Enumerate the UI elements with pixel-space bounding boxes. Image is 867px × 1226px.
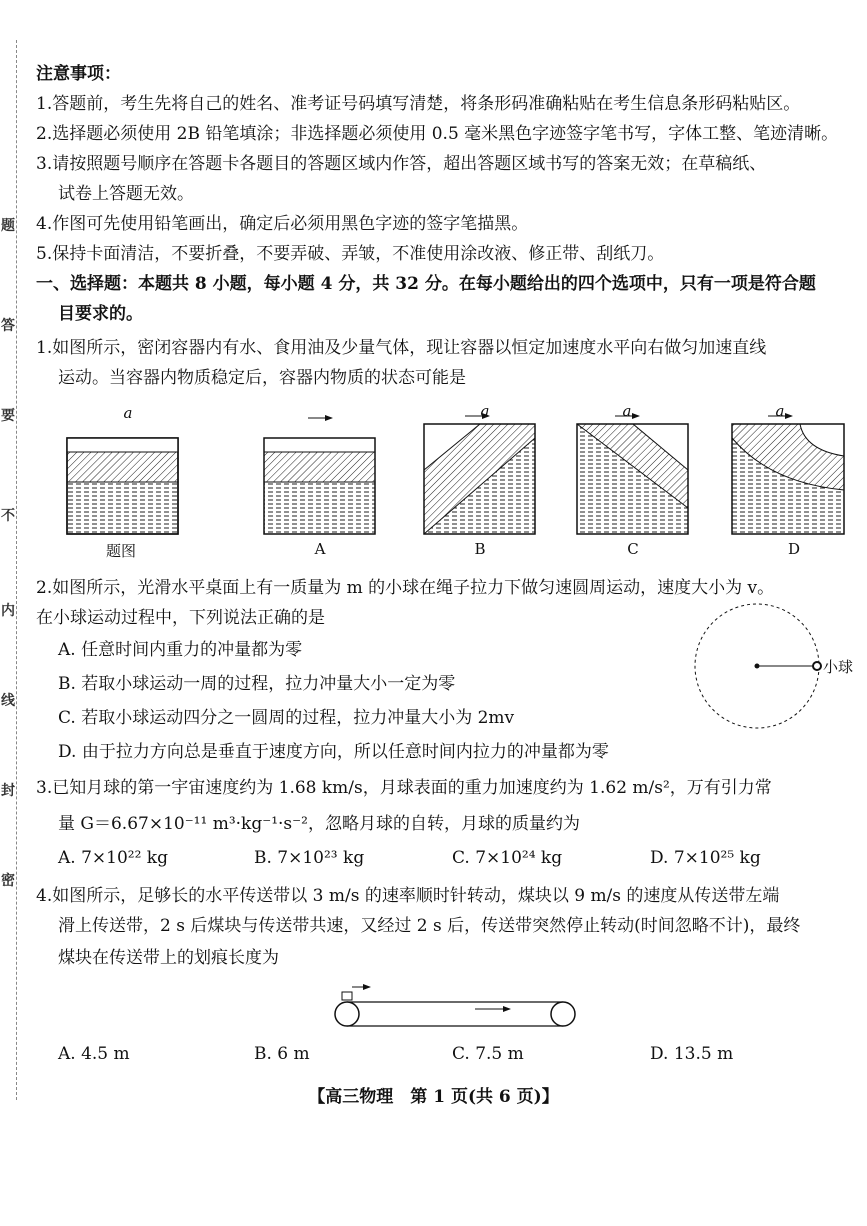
note-item: 试卷上答题无效。 [58, 184, 194, 204]
q3-option-a: A. 7×10²² kg [58, 848, 168, 868]
question-3-cont: 量 G＝6.67×10⁻¹¹ m³·kg⁻¹·s⁻²，忽略月球的自转，月球的质量约为 [58, 814, 580, 834]
binding-margin [0, 40, 17, 1100]
q4-option-d: D. 13.5 m [650, 1044, 734, 1064]
margin-char: 密 [1, 873, 15, 889]
note-item: 1.答题前，考生先将自己的姓名、准考证号码填写清楚，将条形码准确粘贴在考生信息条形码粘贴区。 [36, 94, 801, 114]
margin-char: 要 [1, 408, 15, 424]
question-4-cont: 煤块在传送带上的划痕长度为 [58, 948, 279, 968]
accel-label-c: a [622, 402, 632, 420]
figure-label: B [474, 540, 486, 558]
note-item: 3.请按照题号顺序在答题卡各题目的答题区域内作答，超出答题区域书写的答案无效；在草稿纸、 [36, 154, 767, 174]
container-option-a [264, 418, 375, 534]
margin-char: 不 [1, 508, 15, 524]
conveyor-belt-figure [330, 982, 580, 1032]
figure-label: C [627, 540, 639, 558]
accel-label-b: a [480, 402, 490, 420]
q4-option-a: A. 4.5 m [58, 1044, 130, 1064]
container-option-d [732, 416, 844, 534]
q3-option-c: C. 7×10²⁴ kg [452, 848, 563, 868]
note-item: 2.选择题必须使用 2B 铅笔填涂；非选择题必须使用 0.5 毫米黑色字迹签字笔书写，字体工整、笔迹清晰。 [36, 124, 839, 144]
question-3: 3.已知月球的第一宇宙速度约为 1.68 km/s，月球表面的重力加速度约为 1.62 m/s²，万有引力常 [36, 778, 772, 798]
container-original [67, 438, 178, 534]
margin-char: 线 [1, 693, 15, 709]
container-option-c [577, 416, 688, 534]
q3-option-d: D. 7×10²⁵ kg [650, 848, 761, 868]
q3-option-b: B. 7×10²³ kg [254, 848, 365, 868]
margin-char: 题 [1, 218, 15, 234]
accel-label-a: a [123, 404, 133, 422]
section-header-cont: 目要求的。 [58, 304, 143, 324]
margin-char: 封 [1, 783, 15, 799]
figure-label: 题图 [105, 542, 136, 560]
note-item: 5.保持卡面清洁，不要折叠，不要弄破、弄皱，不准使用涂改液、修正带、刮纸刀。 [36, 244, 665, 264]
figure-label: A [314, 540, 326, 558]
note-item: 4.作图可先使用铅笔画出，确定后必须用黑色字迹的签字笔描黑。 [36, 214, 529, 234]
margin-char: 答 [1, 318, 15, 334]
circular-motion-figure [690, 598, 830, 738]
q2-option-a: A. 任意时间内重力的冲量都为零 [58, 640, 303, 660]
question-1: 1.如图所示，密闭容器内有水、食用油及少量气体，现让容器以恒定加速度水平向右做匀加速直线 [36, 338, 767, 358]
page-footer: 【高三物理 第 1 页(共 6 页)】 [308, 1087, 559, 1107]
margin-char: 内 [1, 603, 15, 619]
figure-label: D [787, 540, 801, 558]
container-option-b [424, 416, 535, 534]
q4-option-c: C. 7.5 m [452, 1044, 524, 1064]
question-4: 4.如图所示，足够长的水平传送带以 3 m/s 的速率顺时针转动，煤块以 9 m/s 的速度从传送带左端 [36, 886, 780, 906]
question-1-cont: 运动。当容器内物质稳定后，容器内物质的状态可能是 [58, 368, 466, 388]
q2-option-d: D. 由于拉力方向总是垂直于速度方向，所以任意时间内拉力的冲量都为零 [58, 742, 609, 762]
accel-label-d: a [775, 402, 785, 420]
question-2: 2.如图所示，光滑水平桌面上有一质量为 m 的小球在绳子拉力下做匀速圆周运动，速度大小为 v。 [36, 578, 775, 598]
ball-label: 小球 [823, 658, 854, 676]
q4-option-b: B. 6 m [254, 1044, 310, 1064]
question-2-cont: 在小球运动过程中，下列说法正确的是 [36, 608, 325, 628]
q2-option-c: C. 若取小球运动四分之一圆周的过程，拉力冲量大小为 2mv [58, 708, 515, 728]
question-4-cont: 滑上传送带，2 s 后煤块与传送带共速，又经过 2 s 后，传送带突然停止转动(时间忽略不计)，最终 [58, 916, 801, 936]
notes-title: 注意事项： [36, 64, 121, 84]
q2-option-b: B. 若取小球运动一周的过程，拉力冲量大小一定为零 [58, 674, 456, 694]
section-header: 一、选择题：本题共 8 小题，每小题 4 分，共 32 分。在每小题给出的四个选项中，只有一项是符合题 [36, 274, 816, 294]
